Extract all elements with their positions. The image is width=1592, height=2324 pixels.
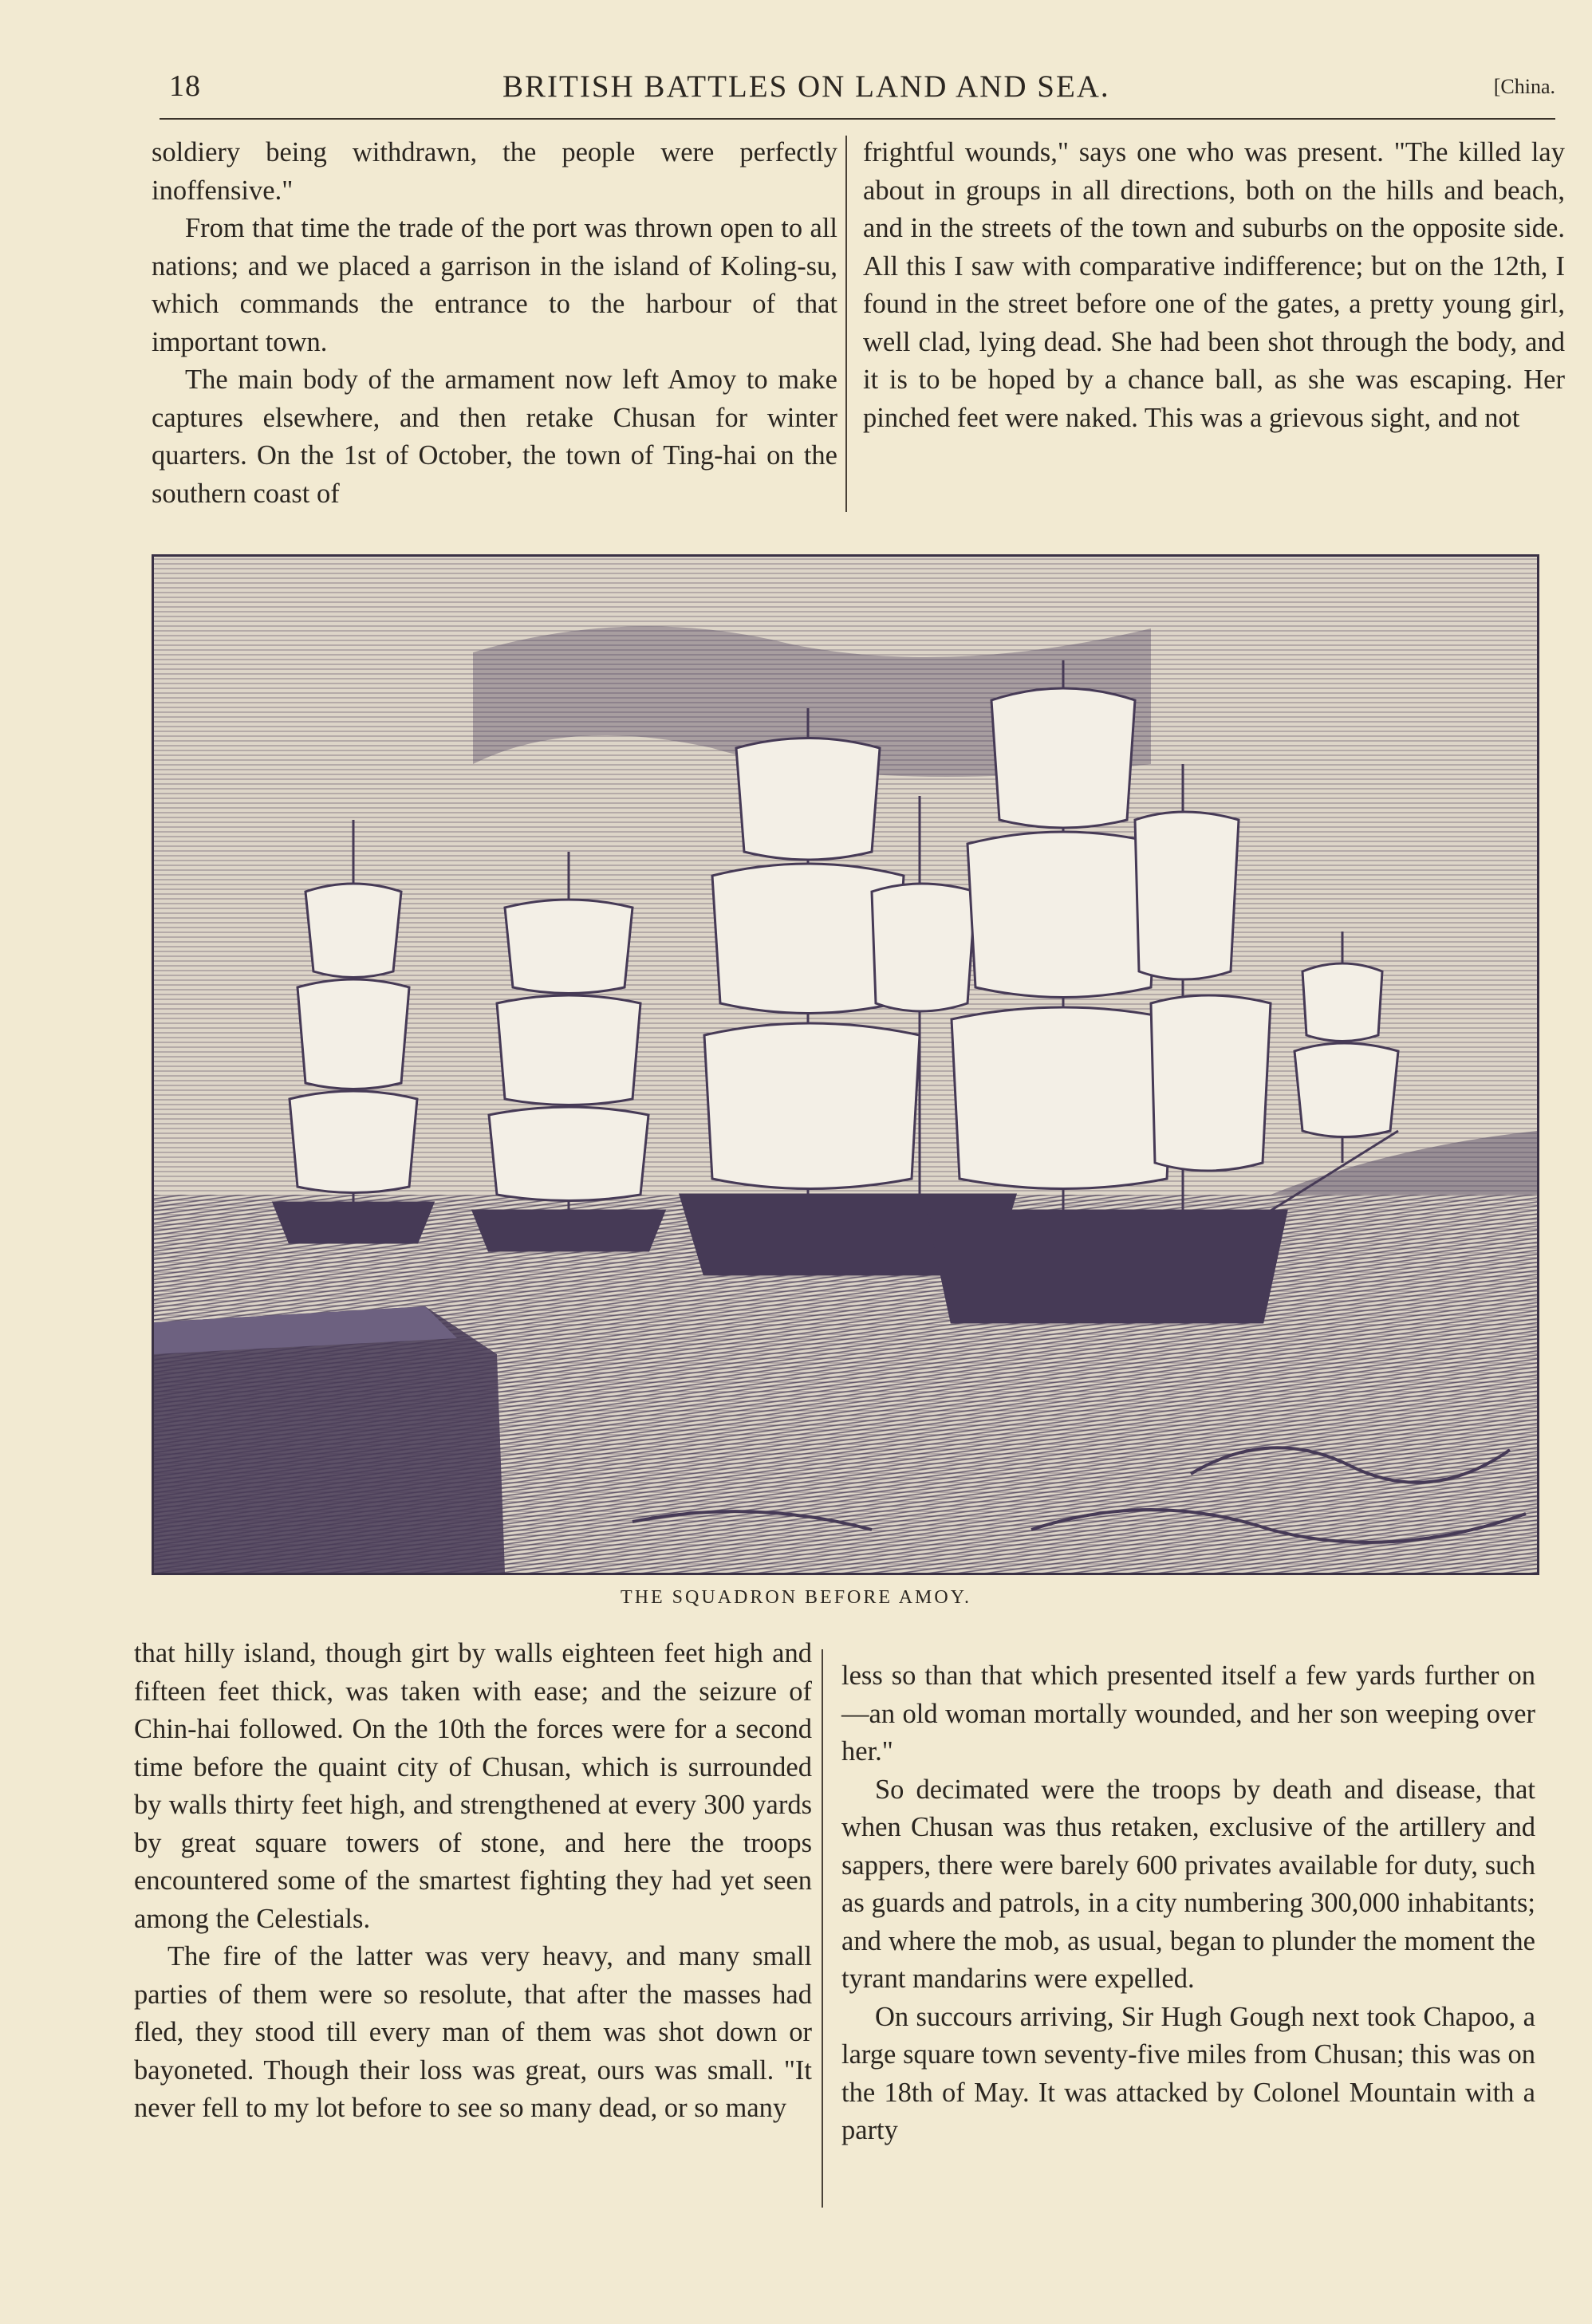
paragraph: frightful wounds," says one who was present. "The killed lay about in groups in all directions, both on the hills and beach, and in the streets of the town and suburbs on the opposite side. All this I saw with comparative indifference; but on the 12th, I found in the street before one of the gates, a pretty young girl, well clad, lying dead. She had been shot through the body, and it is to be hoped by a chance ball, as she was escaping. Her pinched feet were naked. This was a grievous sight, and not [863, 137, 1565, 433]
paragraph: From that time the trade of the port was thrown open to all nations; and we placed a garrison in the island of Koling-su, which commands the entrance to the harbour of that important town. [152, 213, 837, 357]
text-column-top-left [152, 134, 837, 513]
text-column-top-right [863, 134, 1565, 437]
paragraph: that hilly island, though girt by walls eighteen feet high and fifteen feet thick, was taken with ease; and the seizure of Chin-hai followed. On the 10th the forces were for a second time before the quaint city of Chusan, which is surrounded by walls thirty feet high, and strengthened at every 300 yards by great square towers of stone, and here the troops encountered some of the smartest fighting they had yet seen among the Celestials. [134, 1638, 812, 1934]
paragraph: So decimated were the troops by death and disease, that when Chusan was thus retaken, exclusive of the artillery and sappers, there were barely 600 privates available for duty, such as guards and patrols, in a city numbering 300,000 inhabitants; and where the mob, as usual, began to plunder the moment the tyrant mandarins were expelled. [841, 1774, 1535, 1994]
text-column-bottom-left [134, 1635, 812, 2128]
illustration-squadron-before-amoy [152, 554, 1539, 1575]
header-rule [160, 118, 1555, 120]
paragraph: On succours arriving, Sir Hugh Gough next took Chapoo, a large square town seventy-five miles from Chusan; this was on the 18th of May. It was attacked by Colonel Mountain with a party [841, 2001, 1535, 2145]
shore-fort [154, 1306, 505, 1573]
column-divider [845, 136, 847, 512]
paragraph: soldiery being withdrawn, the people were perfectly inoffensive." [152, 137, 837, 206]
page-header [160, 65, 1555, 113]
paragraph: The fire of the latter was very heavy, and many small parties of them were so resolute, that after the masses had fled, they stood till every man of them was shot down or bayoneted. Though their loss was great, ours was small. "It never fell to my lot before to see so many dead, or so many [134, 1941, 812, 2123]
section-label: [China. [1493, 75, 1555, 98]
page-number: 18 [169, 69, 201, 103]
paragraph: The main body of the armament now left Amoy to make captures elsewhere, and then retake Chusan for winter quarters. On the 1st of October, the town of Ting-hai on the southern coast of [152, 364, 837, 509]
column-divider [822, 1649, 823, 2208]
paragraph: less so than that which presented itself a few yards further on—an old woman mortally wounded, and her son weeping over her." [841, 1660, 1535, 1767]
illustration-caption: THE SQUADRON BEFORE AMOY. [621, 1587, 971, 1608]
ship-engraving [154, 557, 1537, 1573]
text-column-bottom-right [841, 1657, 1535, 2150]
running-title: BRITISH BATTLES ON LAND AND SEA. [502, 69, 1110, 104]
